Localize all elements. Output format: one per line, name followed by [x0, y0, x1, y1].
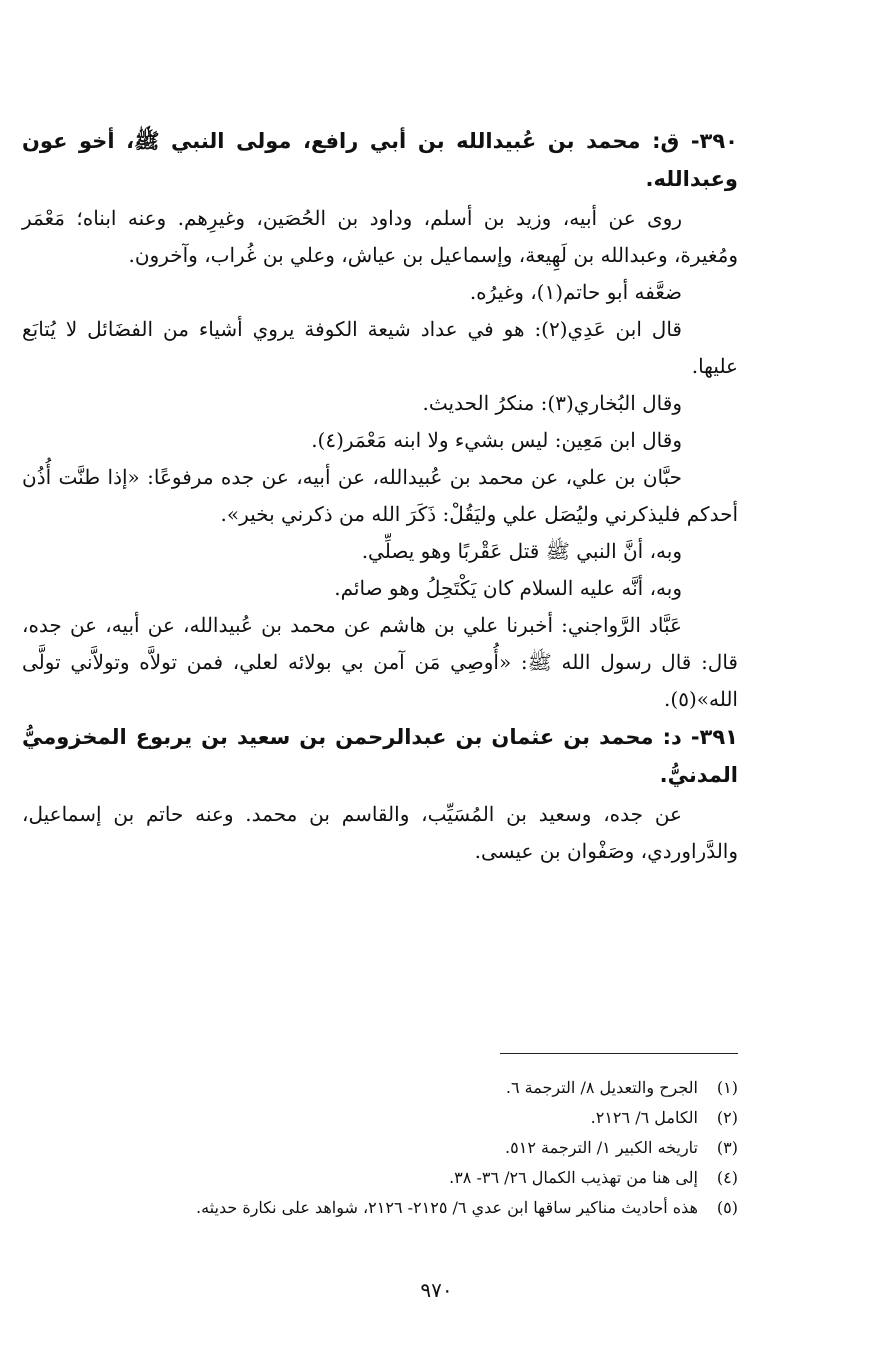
entry-heading-390: ٣٩٠- ق: محمد بن عُبيدالله بن أبي رافع، مولى النبي ﷺ، أخو عون وعبدالله. [22, 129, 738, 191]
paragraph-narrators-391: عن جده، وسعيد بن المُسَيِّب، والقاسم بن محمد. وعنه حاتم بن إسماعيل، والدَّراوردي، وصَفْوان بن عيسى. [22, 802, 738, 863]
footnotes [22, 1073, 738, 1223]
footnote-item [22, 1073, 738, 1103]
footnote-item [22, 1163, 738, 1193]
footnote-text: تاريخه الكبير ١/ الترجمة ٥١٢. [505, 1138, 698, 1157]
main-text [22, 122, 738, 870]
paragraph-kohl: وبه، أنَّه عليه السلام كان يَكْتَحِلُ وهو صائم. [334, 576, 682, 600]
paragraph-scorpion: وبه، أنَّ النبي ﷺ قتل عَقْربًا وهو يصلِّي. [361, 539, 682, 563]
paragraph-ibn-adi: قال ابن عَدِي(٢): هو في عداد شيعة الكوفة يروي أشياء من الفضَائل لا يُتابَع عليها. [22, 317, 738, 378]
page-number: ٩٧٠ [420, 1278, 453, 1302]
footnote-text: هذه أحاديث مناكير ساقها ابن عدي ٦/ ٢١٢٥- ٢١٢٦، شواهد على نكارة حديثه. [196, 1198, 698, 1217]
entry-heading-391: ٣٩١- د: محمد بن عثمان بن عبدالرحمن بن سعيد بن يربوع المخزوميُّ المدنيُّ. [22, 725, 738, 787]
footnote-item [22, 1103, 738, 1133]
footnote-text: الكامل ٦/ ٢١٢٦. [590, 1108, 698, 1127]
footnote-text: إلى هنا من تهذيب الكمال ٢٦/ ٣٦- ٣٨. [449, 1168, 698, 1187]
footnote-number: (٢) [716, 1108, 738, 1127]
footnote-number: (٥) [716, 1198, 738, 1217]
footnote-item [22, 1193, 738, 1223]
footnote-number: (٤) [716, 1168, 738, 1187]
footnote-text: الجرح والتعديل ٨/ الترجمة ٦. [505, 1078, 698, 1097]
footnote-number: (١) [716, 1078, 738, 1097]
footnote-divider [500, 1053, 738, 1054]
footnote-number: (٣) [716, 1138, 738, 1157]
paragraph-narrators: روى عن أبيه، وزيد بن أسلم، وداود بن الحُصَين، وغيرِهم. وعنه ابناه؛ مَعْمَر ومُغيرة، وعبدالله بن لَهِيعة، وإسماعيل بن عياش، وعلي بن غُراب، وآخرون. [22, 206, 738, 267]
paragraph-ibn-main: وقال ابن مَعِين: ليس بشيء ولا ابنه مَعْمَر(٤). [311, 428, 682, 452]
paragraph-weakened: ضعَّفه أبو حاتم(١)، وغيرُه. [469, 280, 682, 304]
paragraph-hadith-ear: حبَّان بن علي، عن محمد بن عُبيدالله، عن أبيه، عن جده مرفوعًا: «إذا طنَّت أُذُن أحدكم فليذكرني وليُصَل علي وليَقُلْ: ذَكَرَ الله من ذكرني بخير». [22, 465, 738, 526]
footnote-item [22, 1133, 738, 1163]
paragraph-bukhari: وقال البُخاري(٣): منكرُ الحديث. [422, 391, 682, 415]
paragraph-abbad: عَبَّاد الرَّواجني: أخبرنا علي بن هاشم عن محمد بن عُبيدالله، عن أبيه، عن جده، قال: قال رسول الله ﷺ: «أُوصِي مَن آمن بي بولائه لعلي، فمن تولاَّه وتولاَّني تولَّى الله»(٥). [22, 613, 738, 711]
